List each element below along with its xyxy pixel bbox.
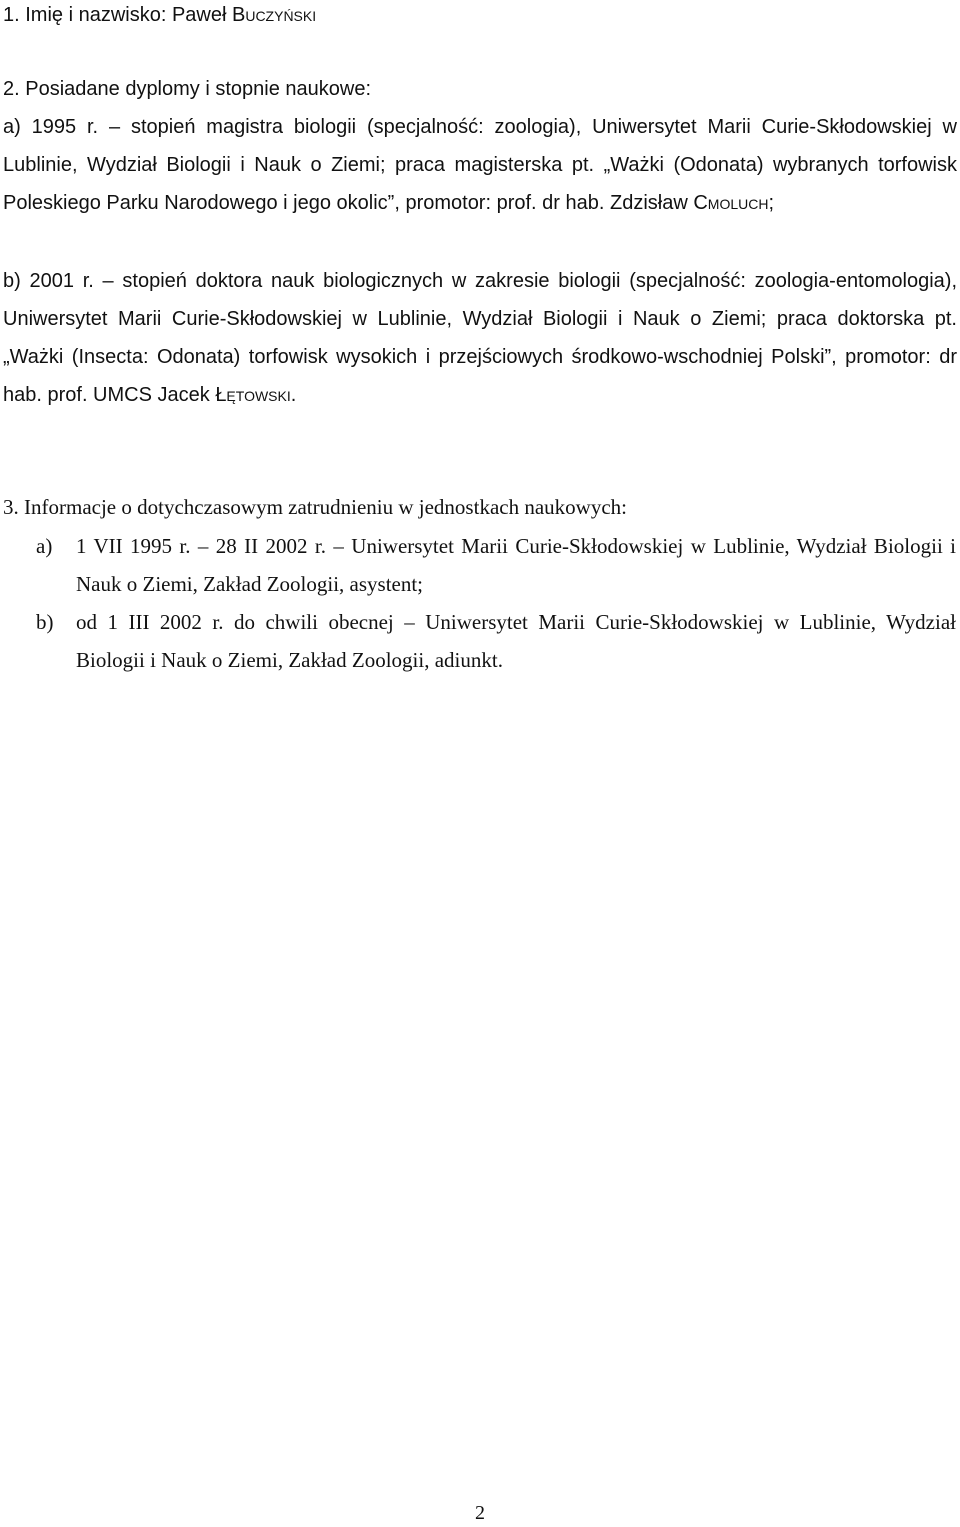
degree-item-b [3,262,957,414]
name-label: Imię i nazwisko: Paweł [25,4,227,26]
employment-b-text: od 1 III 2002 r. do chwili obecnej – Uniwersytet Marii Curie-Skłodowskiej w Lublinie, Wydział Biologii i Nauk o Ziemi, Zakład Zoologii, adiunkt. [76,610,956,672]
degree-b-promoter: Łętowski [215,384,291,406]
degree-a-text: 1995 r. – stopień magistra biologii (specjalność: zoologia), Uniwersytet Marii Curie-Skłodowskiej w Lublinie, Wydział Biologii i Nauk o Ziemi; praca magisterska pt. „Ważki (Odonata) wybranych torfowisk Poleskiego Parku Narodowego i jego okolic”, promotor: prof. dr hab. Zdzisław [3,116,957,214]
page-number: 2 [475,1502,485,1524]
section-1-number: 1. [3,4,20,26]
degree-item-a [3,108,957,222]
employment-b-marker: b) [36,610,54,634]
employment-a-marker: a) [36,534,53,558]
section-2-title: 2. Posiadane dyplomy i stopnie naukowe: [3,78,372,100]
degree-b-end: . [290,384,297,406]
degree-a-end: ; [768,192,775,214]
degree-a-marker: a) [3,116,21,138]
degree-a-promoter: Cmoluch [693,192,769,214]
surname: Buczyński [232,4,317,26]
degree-b-marker: b) [3,270,21,292]
section-3-title: 3. Informacje o dotychczasowym zatrudnieniu w jednostkach naukowych: [3,495,627,519]
degree-b-text: 2001 r. – stopień doktora nauk biologicznych w zakresie biologii (specjalność: zoologia-entomologia), Uniwersytet Marii Curie-Skłodowskiej w Lublinie, Wydział Biologii i Nauk o Ziemi; praca doktorska pt. „Ważki (Insecta: Odonata) torfowisk wysokich i przejściowych środkowo-wschodniej Polski”, promotor: dr hab. prof. UMCS Jacek [3,270,957,406]
name-line [3,0,316,34]
employment-a-text: 1 VII 1995 r. – 28 II 2002 r. – Uniwersytet Marii Curie-Skłodowskiej w Lublinie, Wydział Biologii i Nauk o Ziemi, Zakład Zoologii, asystent; [76,534,956,596]
